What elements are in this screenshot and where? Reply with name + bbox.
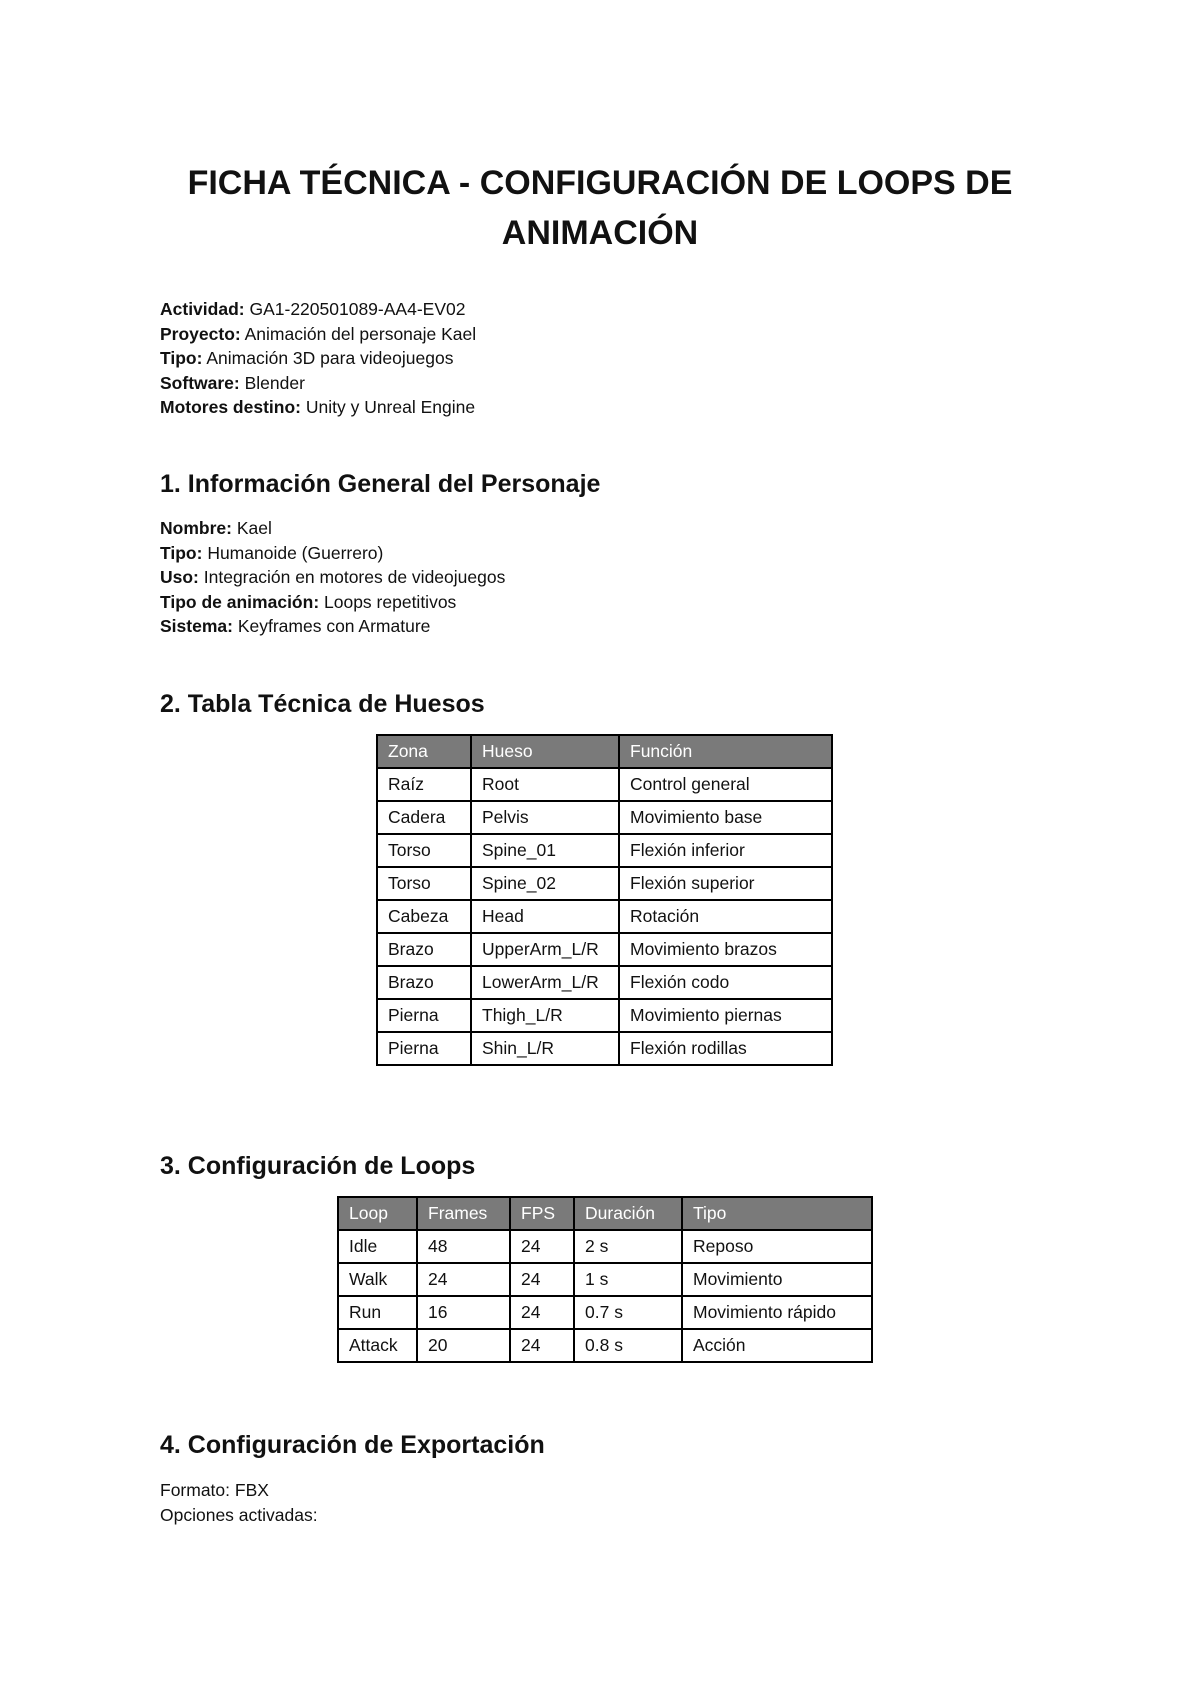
column-header: Frames xyxy=(417,1197,510,1230)
export-options-label: Opciones activadas: xyxy=(160,1504,318,1525)
field-value: Kael xyxy=(231,518,272,538)
table-cell: Brazo xyxy=(377,933,471,966)
table-cell: Run xyxy=(338,1296,417,1329)
table-row xyxy=(377,999,832,1032)
table-header-row xyxy=(338,1197,872,1230)
table-cell: Flexión codo xyxy=(619,966,832,999)
section-3-heading: 3. Configuración de Loops xyxy=(160,1152,476,1180)
field-line xyxy=(160,346,476,371)
table-cell: Movimiento base xyxy=(619,801,832,834)
table-row xyxy=(377,834,832,867)
table-cell: Cadera xyxy=(377,801,471,834)
table-cell: Flexión rodillas xyxy=(619,1032,832,1065)
field-label: Actividad: xyxy=(160,299,245,319)
table-row xyxy=(377,900,832,933)
table-cell: UpperArm_L/R xyxy=(471,933,619,966)
table-row xyxy=(377,768,832,801)
field-value: Unity y Unreal Engine xyxy=(300,397,476,417)
column-header: Función xyxy=(619,735,832,768)
table-cell: 0.7 s xyxy=(574,1296,682,1329)
table-row xyxy=(377,867,832,900)
table-cell: Rotación xyxy=(619,900,832,933)
table-cell: Pierna xyxy=(377,999,471,1032)
table-cell: Movimiento xyxy=(682,1263,872,1296)
table-cell: Idle xyxy=(338,1230,417,1263)
table-cell: 24 xyxy=(510,1230,574,1263)
table-cell: 24 xyxy=(417,1263,510,1296)
field-label: Tipo de animación: xyxy=(160,591,320,612)
field-label: Proyecto: xyxy=(160,323,241,344)
table-cell: Torso xyxy=(377,834,471,867)
table-cell: 1 s xyxy=(574,1263,682,1296)
column-header: Zona xyxy=(377,735,471,768)
table-header-row xyxy=(377,735,832,768)
table-cell: Reposo xyxy=(682,1230,872,1263)
export-format: Formato: FBX xyxy=(160,1480,269,1500)
document-title xyxy=(0,158,1200,258)
field-line xyxy=(160,297,476,322)
table-cell: 20 xyxy=(417,1329,510,1362)
field-value: Humanoide (Guerrero) xyxy=(202,542,384,563)
table-row xyxy=(377,933,832,966)
table-cell: Head xyxy=(471,900,619,933)
field-value: Animación 3D para videojuegos xyxy=(202,348,454,368)
table-cell: 0.8 s xyxy=(574,1329,682,1362)
column-header: FPS xyxy=(510,1197,574,1230)
table-cell: Raíz xyxy=(377,768,471,801)
table-cell: Flexión superior xyxy=(619,867,832,900)
bones-table xyxy=(376,734,833,1066)
table-cell: Thigh_L/R xyxy=(471,999,619,1032)
table-cell: Cabeza xyxy=(377,900,471,933)
field-line xyxy=(160,565,505,590)
field-value: Blender xyxy=(239,372,305,393)
table-cell: Shin_L/R xyxy=(471,1032,619,1065)
field-line xyxy=(160,516,505,541)
section-2-heading: 2. Tabla Técnica de Huesos xyxy=(160,690,485,718)
table-cell: 24 xyxy=(510,1296,574,1329)
table-cell: Brazo xyxy=(377,966,471,999)
title-line: FICHA TÉCNICA - CONFIGURACIÓN DE LOOPS DE xyxy=(187,164,1013,202)
table-cell: Movimiento piernas xyxy=(619,999,832,1032)
table-cell: Movimiento rápido xyxy=(682,1296,872,1329)
field-label: Uso: xyxy=(160,567,199,587)
table-cell: Torso xyxy=(377,867,471,900)
field-value: GA1-220501089-AA4-EV02 xyxy=(244,299,466,319)
table-row xyxy=(377,966,832,999)
field-label: Software: xyxy=(160,372,240,393)
table-row xyxy=(338,1329,872,1362)
field-label: Tipo: xyxy=(160,542,203,563)
field-line xyxy=(160,371,476,396)
table-cell: Pelvis xyxy=(471,801,619,834)
title-line: ANIMACIÓN xyxy=(501,214,699,252)
section-1-heading: 1. Información General del Personaje xyxy=(160,470,601,498)
table-cell: 48 xyxy=(417,1230,510,1263)
table-row xyxy=(338,1230,872,1263)
project-meta xyxy=(160,297,476,420)
table-cell: Pierna xyxy=(377,1032,471,1065)
field-label: Motores destino: xyxy=(160,397,301,417)
export-config xyxy=(160,1478,318,1527)
table-cell: Control general xyxy=(619,768,832,801)
table-cell: Attack xyxy=(338,1329,417,1362)
field-value: Loops repetitivos xyxy=(319,591,457,612)
field-line xyxy=(160,590,505,615)
field-line xyxy=(160,614,505,639)
table-cell: Walk xyxy=(338,1263,417,1296)
field-label: Tipo: xyxy=(160,348,203,368)
table-cell: 2 s xyxy=(574,1230,682,1263)
table-row xyxy=(377,1032,832,1065)
field-line xyxy=(160,395,476,420)
table-cell: 24 xyxy=(510,1263,574,1296)
field-value: Integración en motores de videojuegos xyxy=(198,567,506,587)
column-header: Loop xyxy=(338,1197,417,1230)
field-line xyxy=(160,541,505,566)
field-label: Sistema: xyxy=(160,616,233,636)
table-cell: LowerArm_L/R xyxy=(471,966,619,999)
table-cell: Spine_01 xyxy=(471,834,619,867)
table-cell: Acción xyxy=(682,1329,872,1362)
table-row xyxy=(338,1296,872,1329)
field-value: Animación del personaje Kael xyxy=(240,323,477,344)
field-line xyxy=(160,322,476,347)
table-row xyxy=(338,1263,872,1296)
table-cell: Movimiento brazos xyxy=(619,933,832,966)
table-cell: 16 xyxy=(417,1296,510,1329)
column-header: Tipo xyxy=(682,1197,872,1230)
loops-table xyxy=(337,1196,873,1363)
table-cell: Spine_02 xyxy=(471,867,619,900)
field-value: Keyframes con Armature xyxy=(232,616,431,636)
field-label: Nombre: xyxy=(160,518,232,538)
table-cell: Flexión inferior xyxy=(619,834,832,867)
column-header: Hueso xyxy=(471,735,619,768)
section-4-heading: 4. Configuración de Exportación xyxy=(160,1431,545,1459)
character-info xyxy=(160,516,505,639)
table-cell: Root xyxy=(471,768,619,801)
table-row xyxy=(377,801,832,834)
table-cell: 24 xyxy=(510,1329,574,1362)
column-header: Duración xyxy=(574,1197,682,1230)
